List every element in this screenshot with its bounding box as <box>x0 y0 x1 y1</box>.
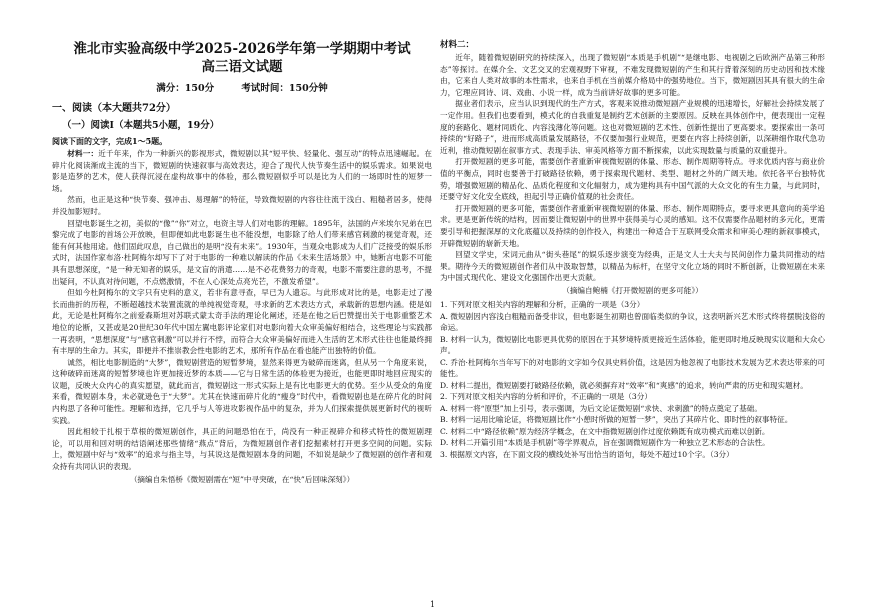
question-option: A. 材料一将“原型”加上引号，表示强调，为后文论证微短剧“求快、求刺激”的特点奠定了基础。 <box>440 403 762 413</box>
right-column <box>440 40 825 460</box>
subsection-heading: （一）阅读I（本题共5小题，19分） <box>62 120 220 131</box>
score-info: 满分：150分 <box>156 83 215 94</box>
question-option: B. 材料一运用比喻论证，将微短剧比作“小憩时所做的短暂一梦”，突出了其碎片化、即时性的叙事特征。 <box>440 415 793 425</box>
section-heading: 一、阅读（本大题共72分） <box>52 103 176 114</box>
question-option: B. 材料一认为，微短剧比电影更具优势的原因在于其梦境特质更接近生活体验，能更即时地反映现实议题和大众心声。 <box>440 334 825 356</box>
material1-paragraph: 因此相较于扎根于草根的微短剧创作，具正的问题恐怕在于，尚没有一种正视碎介和移式特性的微短剧理论，可以用和回对明的结语阐述那些情绪“燕点”背后，为微短剧创作者们挖掘素材打开更多空间的问题。实际上，微短剧中好与“效率”的追求与指主导，与其说这是微短剧本身的问题，不如说是缺少了微短剧的创作者和观众持有共同认识的表现。 <box>52 427 432 472</box>
question-stem: 1. 下列对原文相关内容的理解和分析，正确的一项是（3分） <box>440 300 645 310</box>
material2-source: （摘编自鲍楠《打开微短剧的更多可能》） <box>562 285 703 295</box>
question-option: D. 材料二开篇引用“本质是手机剧”等学界观点，旨在强调微短剧作为一种独立艺术形态的合法性。 <box>440 438 770 448</box>
material2-paragraph: 回望文学史，宋词元曲从“街头巷尾”的娱乐逐步演变为经典，正是文人士大夫与民间创作力量共同推动的结果。期待今天的微短剧创作者们从中汲取智慧，以精品为标杆，在坚守文化立场的同时不断创新，让微短剧在未来为中国式现代化、建设文化强国作出更大贡献。 <box>440 250 825 283</box>
material1-paragraph: 材料一：近千年来，作为一种新兴的影视形式，微短剧以其“短平快、轻量化、强互动”的特点迅速崛起。在碎片化阅读渐成主流的当下，微短剧的快速叙事与高效表达，迎合了现代人快节奏生活中的娱乐需求。如果说电影是造梦的艺术，使人获得沉浸在虚构故事中的体验，那么微短剧似乎可以是比为人们的一场即时性的短梦一场。 <box>52 149 432 193</box>
material2-label: 材料二： <box>440 40 475 50</box>
material1-paragraph: 回望电影诞生之初，美似的“像”“你”对立，电资主导人们对电影的理解。1895年，法国的卢米埃尔兄弟在巴黎完成了电影的首场公开放映，但即便如此电影诞生也不能没想，电影除了给人们带来感官刺激的视觉奇观，还能有何其他用途。他们固此叹息，自己做出的是明“没有未来”。1930年，当观众电影成为人们广泛接受的娱乐形式时，法国作家布洛·杜阿梅尔却写下了对于电影的一种难以解读的作品《未来生活场景》中，她断言电影不可能具有思想深度，“是一种无知者的娱乐，是文盲的消遣……是不必花费努力的奇观，电影不需要注意的思考，不提出疑问，不认真对待问题，不点燃激情，不在人心深处点亮光芒，不激发希望”。 <box>52 218 432 286</box>
material1-paragraph: 但如今杜阿梅尔的文字只有史料的意义，若非有意寻查，早已为人遗忘。与此形成对比的是，电影走过了漫长而曲折的历程，不断超越技术装置流就的单纯视觉奇观，寻求新的艺术表达方式，承载新的思想内涵。使是如此，无论是杜阿梅尔之前爱森斯坦对苏联式蒙太奇手法的理论化阐述，还是在他之后巴赞提出关于电影重整艺术地位的论断，又甚或是20世纪30年代中国左翼电影评论家们对电影向着大众审美偏好相结合，这些理论与实践都一再表明，“思想深度”与“感官刺激”可以并行不悖，而符合大众审美偏好而进入生活的艺术形式往往也能最终拥有丰厚的生命力。其实，即便并不推崇教会性电影的艺术，那所有作品在看也能产出独特的价值。 <box>52 288 432 356</box>
material2-paragraph: 打开微短剧的更多可能，需要创作者重新审视微短剧的体量、形态、制作周期等特点。寻求优质内容与商业价值的平衡点，同时也要善于打破路径依赖，勇于探索现代题材、类型、题材之外的广阔天地。依托各平台独特优势，增强微短剧的精品化、品质化程度和文化辐射力，成为建构具有中国气派的大众文化的有生力量，与此同时，还要守好文化安全底线，担起引导正确价值观的社会责任。 <box>440 157 825 202</box>
question-stem: 2. 下列对原文相关内容的分析和评价，不正确的一项是（3分） <box>440 392 652 402</box>
exam-subtitle: 高三语文试题 <box>201 59 283 75</box>
material1-source: （摘编自朱悟桥《微短剧需在“短”中寻突破，在“快”后回味深刻》） <box>129 474 355 484</box>
question-option: A. 微短剧因内容浅白粗糙而备受非议，但电影诞生初期也曾面临类似的争议，这表明新兴艺术形式终将摆脱浅俗的命运。 <box>440 311 825 333</box>
material1-label: 材料一： <box>67 149 99 158</box>
material1-paragraph: 然而，也正是这种“快节奏、强冲击、易理解”的特征，导致微短剧的内容往往流于浅白、粗糙者居多，使得并没加影短时。 <box>52 195 432 216</box>
material2-paragraph: 打开微短剧的更多可能，需要创作者重新审视微短剧的体量、形态、制作周期特点，要寻求更具意向的美学追求。更是更新传统的结构，因而要让微短剧中的世界中获得美与心灵的感知。这不仅需要作品题材的多元化，更需要引导和把握深厚的文化底蕴以及持续的创作投入，构建出一种适合于互联网受众需求和审美心理的新叙事模式，开辟微短剧的崭新天地。 <box>440 203 825 248</box>
exam-title: 淮北市实验高级中学2025-2026学年第一学期期中考试 <box>73 41 411 57</box>
reading-instruction: 阅读下面的文字，完成1～5题。 <box>52 136 168 146</box>
question-option: C. 材料二中“路径依赖”原为经济学概念，在文中指微短剧创作过度依赖既有成功模式而难以创新。 <box>440 426 770 436</box>
time-info: 考试时间：150分钟 <box>241 83 328 94</box>
material2-paragraph: 据业者们表示，应当认识到现代的生产方式，客观来说推动微短剧产业规模的迅速增长，好解社会持续发展了一定作用。但我们也要看到，模式化的自我重复是制约艺术创新的主要原因。反映在具体创作中，便表现出一定程度的套路化、题材同质化、内容浅薄化等问题。这也对微短剧的艺术性、创新性提出了更高要求。要探索出一条可持续的“好路子”，进而形成高质量发展路径，不仅要加强行业规范，更要在内容上持续创新，以深耕细作取代急功近利，推动微短剧在叙事方式、表现手法、审美风格等方面不断探索，以此实现数量与质量的双重提升。 <box>440 99 825 155</box>
left-column <box>52 40 432 488</box>
material1-paragraph: 诚然，相比电影制造的“大梦”，微短剧营造的短暂梦境，显然来得更为破碎而迷离，但从另一个角度来说，这种破碎而迷离的短暂梦境也许更加接近梦的本质——它与日常生活的体验更为接近，也能更即时地回应现实的议题，反映大众内心的真实愿望，就此而言，微短剧这一形式实际上是有比电影更大的优势。至少从受众的角度来看，微短剧本身，未必就逊色于“大梦”。尤其在快速而碎片化的“瘦身”时代中，看微短剧也是在碎片化的时间内构思了各种可能性。理解和选择，它几乎与人等进攻影视作品中的复杂，并为人们探索提供展更新时代的视听实践。 <box>52 357 432 425</box>
question-option: C. 乔治·杜阿梅尔当年写下的对电影的文字如今仅具史料价值，这是因为他忽视了电影技术发展为艺术表达带来的可能性。 <box>440 357 825 379</box>
question-option: D. 材料二提出，微短剧要打破路径依赖，就必须摒弃对“效率”和“爽感”的追求，转向严肃的历史和现实题材。 <box>440 380 808 390</box>
page-number: 1 <box>430 600 436 609</box>
question-stem: 3. 根据原文内容，在下面文段的横线处补写出恰当的语句，每处不超过10个字。（3分） <box>440 449 734 459</box>
exam-meta <box>52 80 432 94</box>
material2-paragraph: 近年，随着微短剧研究的持续深入，出现了微短剧“本质是手机剧”“是继电影、电视剧之后欧洲产品第三种形态”等探讨。在媒介全、文艺交叉的宏观视野下审视，不难发现微短剧的产生和其行背着深刻的历史动因和技术缘由，它来自人类对故事的本性需求，也来自手机在当前媒介格局中的强势地位。当下，微短剧因其具有很大的生命力，它理应同诗、词、戏曲、小说一样，成为当前讲好故事的更多可能。 <box>440 53 825 97</box>
